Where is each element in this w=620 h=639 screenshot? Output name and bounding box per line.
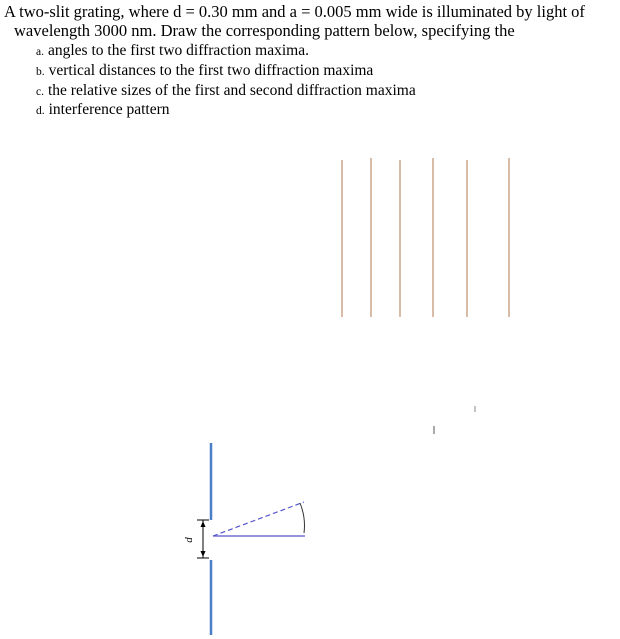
problem-intro-line-1: A two-slit grating, where d = 0.30 mm and a = 0.005 mm wide is illuminated by light of bbox=[4, 2, 585, 21]
slit-separation-bracket bbox=[197, 520, 209, 558]
fringe-lines bbox=[342, 158, 509, 317]
item-text-a: angles to the first two diffraction maxima. bbox=[47, 42, 309, 59]
problem-intro-line-2: wavelength 3000 nm. Draw the corresponding pattern below, specifying the bbox=[14, 21, 515, 40]
item-text-c: the relative sizes of the first and second diffraction maxima bbox=[47, 82, 416, 99]
item-letter-d: d. bbox=[36, 105, 45, 117]
slit-separation-label: d bbox=[183, 537, 195, 543]
item-letter-c: c. bbox=[36, 86, 44, 98]
angle-arc bbox=[300, 503, 305, 533]
angled-ray bbox=[213, 502, 304, 536]
item-text-d: interference pattern bbox=[48, 101, 170, 118]
item-letter-b: b. bbox=[36, 66, 45, 78]
item-letter-a: a. bbox=[36, 46, 44, 58]
item-text-b: vertical distances to the first two diffraction maxima bbox=[48, 62, 374, 79]
ray-diagram bbox=[213, 502, 305, 536]
